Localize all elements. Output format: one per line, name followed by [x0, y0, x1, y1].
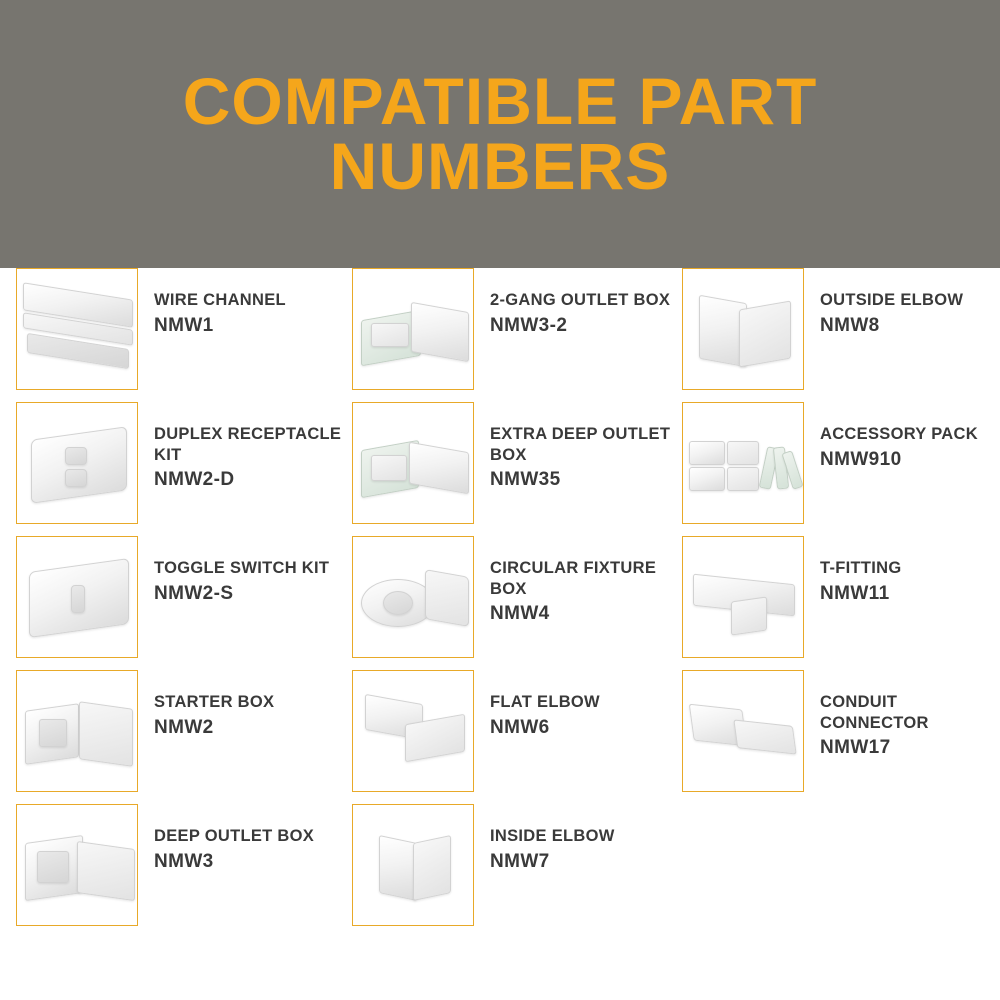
product-label	[474, 670, 682, 739]
t-fitting-icon	[683, 537, 803, 657]
product-name: INSIDE ELBOW	[490, 827, 615, 845]
product-thumbnail	[16, 804, 138, 926]
product-part-number: NMW11	[820, 582, 890, 604]
product-name: TOGGLE SWITCH KIT	[154, 559, 330, 577]
page-title	[143, 64, 858, 203]
two-gang-outlet-box-icon	[353, 269, 473, 389]
product-column-3	[682, 268, 1000, 804]
list-item[interactable]	[682, 402, 1000, 534]
product-label	[804, 402, 1000, 471]
starter-box-icon	[17, 671, 137, 791]
list-item[interactable]	[352, 402, 682, 534]
product-part-number: NMW910	[820, 448, 902, 470]
product-name: EXTRA DEEP OUTLET BOX	[490, 425, 671, 464]
product-label	[474, 268, 682, 337]
list-item[interactable]	[16, 268, 346, 400]
list-item[interactable]	[682, 670, 1000, 802]
product-name: ACCESSORY PACK	[820, 425, 978, 443]
product-part-number: NMW1	[154, 314, 214, 336]
page-header	[0, 0, 1000, 268]
product-column-1	[16, 268, 346, 938]
wire-channel-icon	[17, 269, 137, 389]
product-thumbnail	[352, 536, 474, 658]
deep-outlet-box-icon	[17, 805, 137, 925]
product-part-number: NMW4	[490, 603, 550, 625]
accessory-pack-icon	[683, 403, 803, 523]
product-name: T-FITTING	[820, 559, 902, 577]
product-label	[474, 536, 682, 626]
list-item[interactable]	[352, 268, 682, 400]
list-item[interactable]	[352, 804, 682, 936]
product-label	[138, 268, 346, 337]
toggle-switch-icon	[17, 537, 137, 657]
list-item[interactable]	[16, 402, 346, 534]
list-item[interactable]	[352, 670, 682, 802]
product-label	[804, 670, 1000, 760]
product-thumbnail	[352, 268, 474, 390]
page-title-line1: COMPATIBLE PART	[182, 64, 818, 139]
product-thumbnail	[352, 670, 474, 792]
product-name: FLAT ELBOW	[490, 693, 600, 711]
product-thumbnail	[16, 536, 138, 658]
inside-elbow-icon	[353, 805, 473, 925]
product-part-number: NMW3	[154, 850, 214, 872]
product-name: OUTSIDE ELBOW	[820, 291, 964, 309]
outside-elbow-icon	[683, 269, 803, 389]
product-name: 2-GANG OUTLET BOX	[490, 291, 671, 309]
product-label	[138, 670, 346, 739]
product-thumbnail	[352, 402, 474, 524]
product-part-number: NMW2	[154, 716, 214, 738]
extra-deep-outlet-box-icon	[353, 403, 473, 523]
product-label	[138, 536, 346, 605]
product-part-number: NMW6	[490, 716, 550, 738]
product-part-number: NMW2-S	[154, 582, 234, 604]
product-column-2	[352, 268, 682, 938]
product-name: CONDUIT CONNECTOR	[820, 693, 929, 732]
duplex-receptacle-icon	[17, 403, 137, 523]
list-item[interactable]	[16, 804, 346, 936]
product-name: WIRE CHANNEL	[154, 291, 286, 309]
flat-elbow-icon	[353, 671, 473, 791]
product-name: DUPLEX RECEPTACLE KIT	[154, 425, 342, 464]
product-thumbnail	[352, 804, 474, 926]
product-part-number: NMW3-2	[490, 314, 568, 336]
product-label	[138, 402, 346, 492]
list-item[interactable]	[682, 268, 1000, 400]
list-item[interactable]	[16, 536, 346, 668]
circular-fixture-box-icon	[353, 537, 473, 657]
product-thumbnail	[682, 670, 804, 792]
product-label	[804, 268, 1000, 337]
product-part-number: NMW7	[490, 850, 550, 872]
product-label	[804, 536, 1000, 605]
product-part-number: NMW17	[820, 737, 891, 759]
product-part-number: NMW2-D	[154, 469, 235, 491]
product-thumbnail	[16, 670, 138, 792]
product-part-number: NMW8	[820, 314, 880, 336]
product-thumbnail	[16, 268, 138, 390]
product-thumbnail	[682, 268, 804, 390]
list-item[interactable]	[16, 670, 346, 802]
product-label	[138, 804, 346, 873]
product-thumbnail	[682, 536, 804, 658]
product-label	[474, 804, 682, 873]
conduit-connector-icon	[683, 671, 803, 791]
product-label	[474, 402, 682, 492]
product-name: DEEP OUTLET BOX	[154, 827, 315, 845]
list-item[interactable]	[682, 536, 1000, 668]
product-part-number: NMW35	[490, 469, 561, 491]
page-title-line2: NUMBERS	[329, 129, 671, 203]
product-thumbnail	[16, 402, 138, 524]
footer-spacer	[0, 968, 1000, 1000]
list-item[interactable]	[352, 536, 682, 668]
product-grid	[0, 268, 1000, 968]
product-name: STARTER BOX	[154, 693, 275, 711]
product-thumbnail	[682, 402, 804, 524]
product-name: CIRCULAR FIXTURE BOX	[490, 559, 657, 598]
